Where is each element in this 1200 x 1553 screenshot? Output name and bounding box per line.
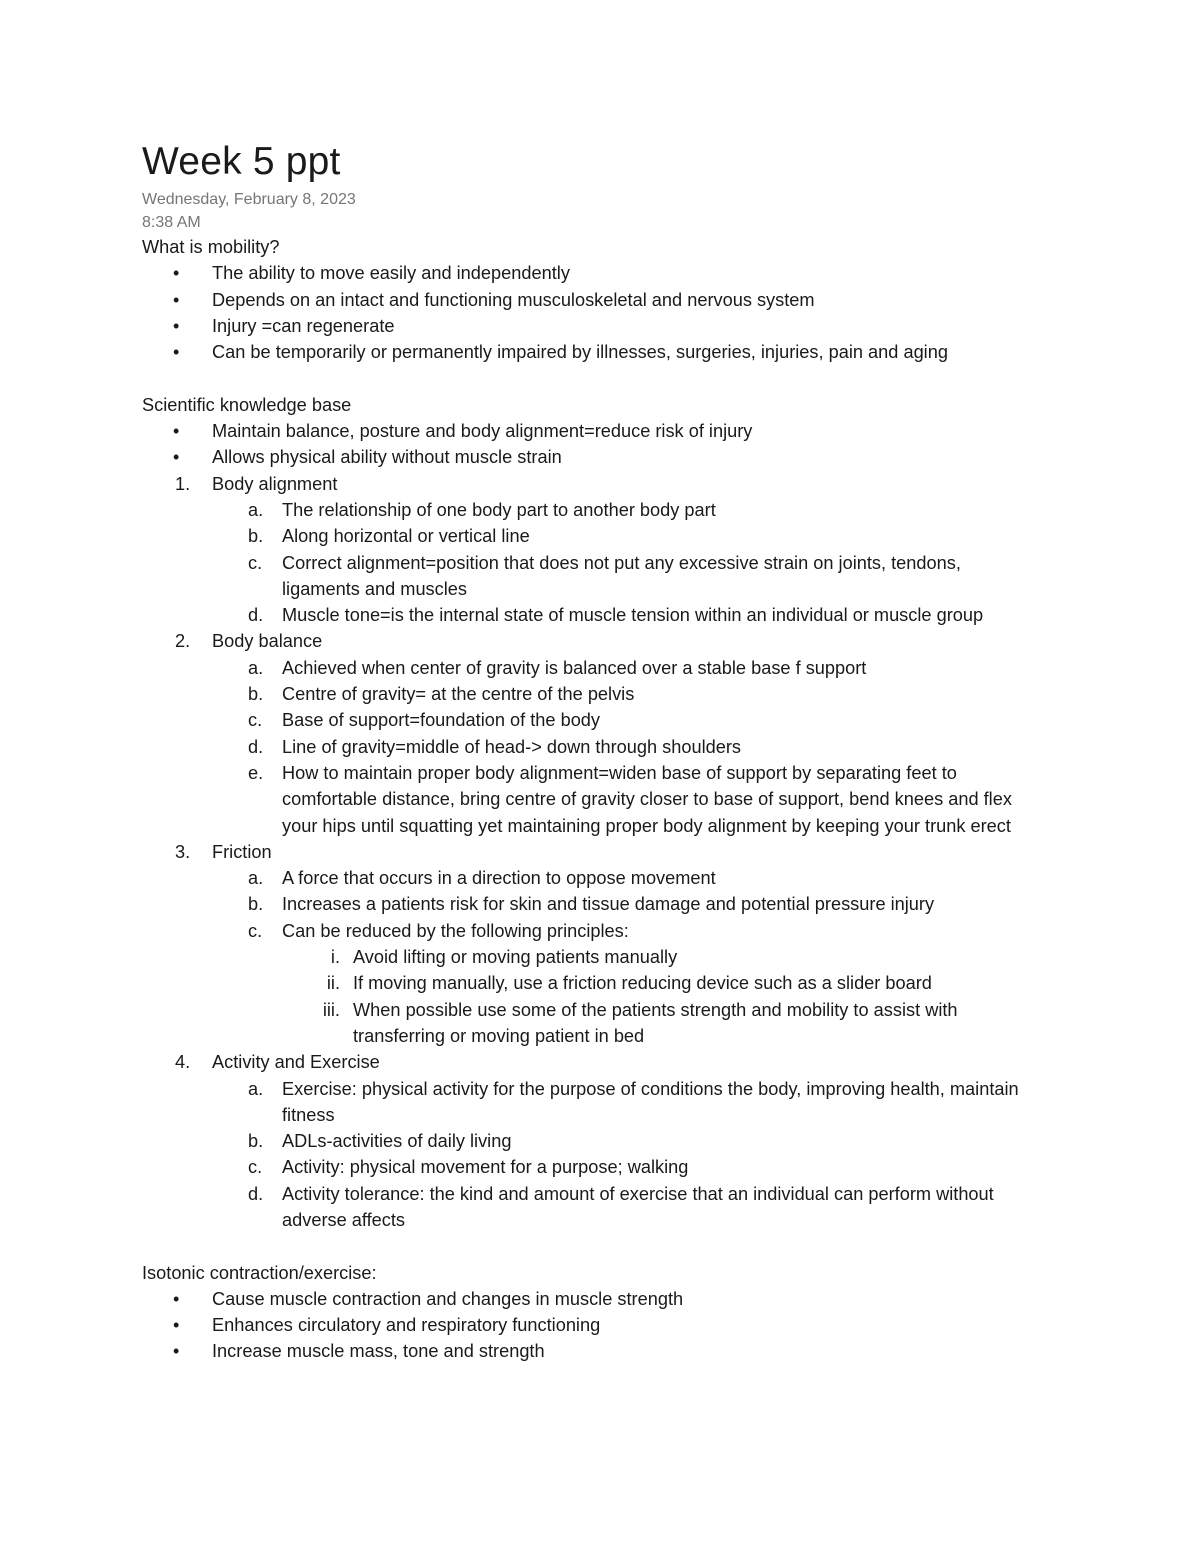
list-item-text: If moving manually, use a friction reducing device such as a slider board: [353, 973, 932, 994]
list-item-text: Activity tolerance: the kind and amount of exercise that an individual can perform without adverse affects: [282, 1183, 994, 1230]
bullet-marker: •: [173, 263, 180, 284]
sub-item: [142, 865, 1102, 891]
list-item: [142, 339, 1102, 365]
sub-item: [142, 523, 1102, 549]
list-item: [142, 444, 1102, 470]
bullet-marker: •: [173, 447, 180, 468]
list-item: [142, 1286, 1102, 1312]
list-item-text: Correct alignment=position that does not put any excessive strain on joints, tendons, ligaments and muscles: [282, 552, 961, 599]
list-item-text: When possible use some of the patients strength and mobility to assist with transferring or moving patient in bed: [353, 999, 958, 1046]
list-item-text: Base of support=foundation of the body: [282, 710, 601, 731]
section-heading-isotonic: Isotonic contraction/exercise:: [142, 1262, 377, 1283]
list-item-text: Friction: [212, 841, 272, 862]
list-item-text: Avoid lifting or moving patients manually: [353, 947, 678, 968]
letter-marker: c.: [248, 552, 263, 573]
list-item: [142, 1338, 1102, 1364]
bullet-marker: •: [173, 1341, 180, 1362]
list-item-text: Centre of gravity= at the centre of the pelvis: [282, 684, 635, 705]
list-item-text: Depends on an intact and functioning musculoskeletal and nervous system: [212, 289, 815, 310]
letter-marker: a.: [248, 1078, 264, 1099]
letter-marker: c.: [248, 1157, 263, 1178]
list-item-text: Exercise: physical activity for the purpose of conditions the body, improving health, maintain fitness: [282, 1078, 1019, 1125]
bullet-marker: •: [173, 342, 180, 363]
sub-item: [142, 760, 1042, 839]
numbered-item-activity-exercise: [142, 1049, 1102, 1075]
sub-item: [142, 891, 1102, 917]
list-item-text: Activity and Exercise: [212, 1052, 380, 1073]
sub-item: [142, 918, 1102, 944]
list-item-text: How to maintain proper body alignment=widen base of support by separating feet to comfortable distance, bring centre of gravity closer to base of support, bend knees and flex your hips until squatting yet maintaining proper body alignment by keeping your trunk erect: [282, 762, 1012, 836]
note-page: [142, 138, 1102, 1365]
list-item-text: Line of gravity=middle of head-> down through shoulders: [282, 736, 742, 757]
numbered-item-body-balance: [142, 628, 1102, 654]
list-item-text: Muscle tone=is the internal state of muscle tension within an individual or muscle group: [282, 605, 984, 626]
letter-marker: b.: [248, 1131, 264, 1152]
numbered-item-friction: [142, 839, 1102, 865]
list-item-text: Increases a patients risk for skin and tissue damage and potential pressure injury: [282, 894, 935, 915]
bullet-marker: •: [173, 315, 180, 336]
list-item-text: Allows physical ability without muscle strain: [212, 447, 562, 468]
sub-item: [142, 497, 1102, 523]
list-item: [142, 418, 1102, 444]
list-item-text: Increase muscle mass, tone and strength: [212, 1341, 545, 1362]
list-item-text: Enhances circulatory and respiratory functioning: [212, 1315, 601, 1336]
bullet-marker: •: [173, 421, 180, 442]
list-item-text: The ability to move easily and independently: [212, 263, 570, 284]
list-item: [142, 260, 1102, 286]
section-heading-knowledge: Scientific knowledge base: [142, 394, 352, 415]
letter-marker: a.: [248, 868, 264, 889]
number-marker: 4.: [175, 1052, 191, 1073]
list-item-text: Achieved when center of gravity is balanced over a stable base f support: [282, 657, 867, 678]
letter-marker: d.: [248, 605, 264, 626]
list-item-text: Body balance: [212, 631, 323, 652]
letter-marker: a.: [248, 499, 264, 520]
list-item-text: Maintain balance, posture and body alignment=reduce risk of injury: [212, 421, 753, 442]
roman-marker: ii.: [326, 973, 340, 994]
letter-marker: b.: [248, 894, 264, 915]
letter-marker: d.: [248, 1183, 264, 1204]
letter-marker: c.: [248, 710, 263, 731]
list-item: [142, 313, 1102, 339]
sub-item: [142, 655, 1102, 681]
note-date: Wednesday, February 8, 2023: [142, 191, 356, 208]
spacer: [142, 1233, 1102, 1259]
numbered-item-body-alignment: [142, 471, 1102, 497]
sub-item: [142, 1076, 1042, 1129]
letter-marker: c.: [248, 920, 263, 941]
bullet-marker: •: [173, 1315, 180, 1336]
sub-item: [142, 681, 1102, 707]
sub-item: [142, 1154, 1102, 1180]
sub-item: [142, 1128, 1102, 1154]
letter-marker: b.: [248, 684, 264, 705]
list-item-text: Cause muscle contraction and changes in muscle strength: [212, 1288, 684, 1309]
list-item-text: Can be temporarily or permanently impaired by illnesses, surgeries, injuries, pain and aging: [212, 342, 948, 363]
sub-item: [142, 550, 1042, 603]
list-item-text: The relationship of one body part to another body part: [282, 499, 716, 520]
number-marker: 1.: [175, 473, 191, 494]
list-item-text: Can be reduced by the following principles:: [282, 920, 629, 941]
number-marker: 2.: [175, 631, 191, 652]
letter-marker: b.: [248, 526, 264, 547]
sub-sub-item: [142, 997, 1043, 1050]
list-item-text: A force that occurs in a direction to oppose movement: [282, 868, 716, 889]
sub-sub-item: [142, 944, 1102, 970]
roman-marker: iii.: [322, 999, 340, 1020]
bullet-marker: •: [173, 1288, 180, 1309]
list-item-text: Body alignment: [212, 473, 338, 494]
sub-item: [142, 602, 1102, 628]
roman-marker: i.: [330, 947, 340, 968]
number-marker: 3.: [175, 841, 191, 862]
bullet-marker: •: [173, 289, 180, 310]
list-item-text: Along horizontal or vertical line: [282, 526, 530, 547]
list-item: [142, 1312, 1102, 1338]
letter-marker: a.: [248, 657, 264, 678]
letter-marker: e.: [248, 762, 264, 783]
list-item-text: Injury =can regenerate: [212, 315, 395, 336]
page-title: Week 5 ppt: [142, 140, 341, 183]
section-heading-mobility: What is mobility?: [142, 237, 280, 257]
spacer: [142, 365, 1102, 391]
sub-item: [142, 1181, 1042, 1234]
note-time: 8:38 AM: [142, 214, 201, 231]
list-item-text: Activity: physical movement for a purpose; walking: [282, 1157, 689, 1178]
sub-sub-item: [142, 970, 1102, 996]
sub-item: [142, 734, 1102, 760]
letter-marker: d.: [248, 736, 264, 757]
list-item-text: ADLs-activities of daily living: [282, 1131, 512, 1152]
sub-item: [142, 707, 1102, 733]
list-item: [142, 287, 1102, 313]
